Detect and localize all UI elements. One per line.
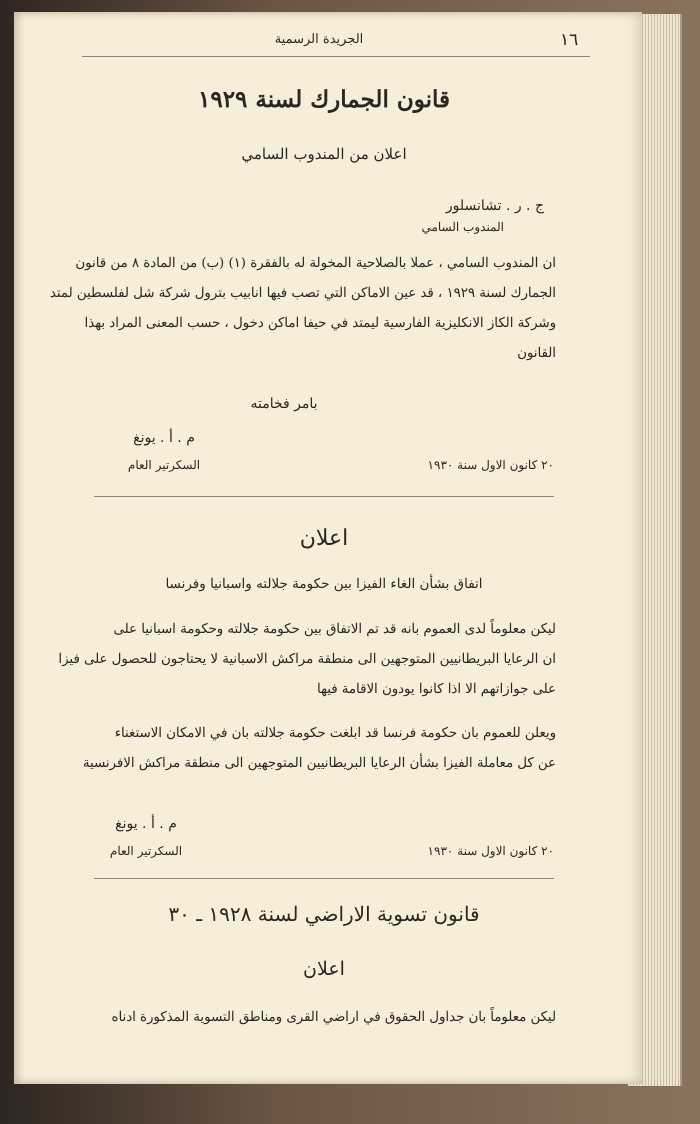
land-settlement-subtitle: اعلان — [303, 958, 345, 980]
customs-body-line-4: القانون — [517, 346, 556, 361]
customs-date: ٢٠ كانون الاول سنة ١٩٣٠ — [427, 458, 554, 472]
visa-para1-line-3: على جوازاتهم الا اذا كانوا يودون الاقامة فيها — [317, 682, 556, 697]
visa-agreement-subtitle: اتفاق بشأن الغاء الفيزا بين حكومة جلالته واسبانيا وفرنسا — [165, 576, 483, 592]
signatory-role: المندوب السامي — [421, 220, 504, 234]
visa-date: ٢٠ كانون الاول سنة ١٩٣٠ — [427, 844, 554, 858]
customs-body-line-2: الجمارك لسنة ١٩٢٩ ، قد عين الاماكن التي تصب فيها انابيب بترول شركة شل لفلسطين لمتد — [49, 286, 556, 301]
customs-law-title: قانون الجمارك لسنة ١٩٢٩ — [197, 86, 451, 113]
customs-law-subtitle: اعلان من المندوب السامي — [241, 145, 407, 163]
visa-sig-role: السكرتير العام — [109, 844, 183, 858]
visa-notice-title: اعلان — [299, 526, 349, 551]
visa-para1-line-1: ليكن معلوماً لدى العموم بانه قد تم الاتفاق بين حكومة جلالته وحكومة اسبانيا على — [113, 622, 556, 637]
customs-sig-role: السكرتير العام — [127, 458, 201, 472]
gazette-page — [14, 12, 642, 1084]
header-rule — [82, 56, 590, 57]
customs-sig-name: م . أ . يونغ — [133, 430, 195, 446]
visa-para2-line-1: ويعلن للعموم بان حكومة فرنسا قد ابلغت حكومة جلالته بان في الامكان الاستغناء — [114, 726, 556, 741]
section-divider-2 — [94, 878, 554, 879]
section-divider-1 — [94, 496, 554, 497]
visa-para1-line-2: ان الرعايا البريطانيين المتوجهين الى منطقة مراكش الاسبانية لا يحتاجون للحصول على فيزا — [58, 652, 556, 667]
journal-title: الجريدة الرسمية — [274, 32, 364, 47]
visa-para2-line-2: عن كل معاملة الفيزا بشأن الرعايا البريطانيين المتوجهين الى منطقة مراكش الافرنسية — [82, 756, 556, 771]
by-order: بامر فخامته — [250, 396, 318, 412]
signatory-name: ج . ر . تشانسلور — [445, 198, 544, 214]
customs-body-line-1: ان المندوب السامي ، عملا بالصلاحية المخولة له بالفقرة (١) (ب) من المادة ٨ من قانون — [75, 256, 556, 271]
land-settlement-title: قانون تسوية الاراضي لسنة ١٩٢٨ ـ ٣٠ — [168, 902, 480, 926]
visa-sig-name: م . أ . يونغ — [115, 816, 177, 832]
land-settlement-body-line: ليكن معلوماً بان جداول الحقوق في اراضي القرى ومناطق التسوية المذكورة ادناه — [111, 1010, 556, 1025]
page-number: ١٦ — [560, 30, 579, 50]
customs-body-line-3: وشركة الكاز الانكليزية الفارسية ليمتد في حيفا اماكن دخول ، حسب المعنى المراد بهذا — [84, 316, 556, 331]
